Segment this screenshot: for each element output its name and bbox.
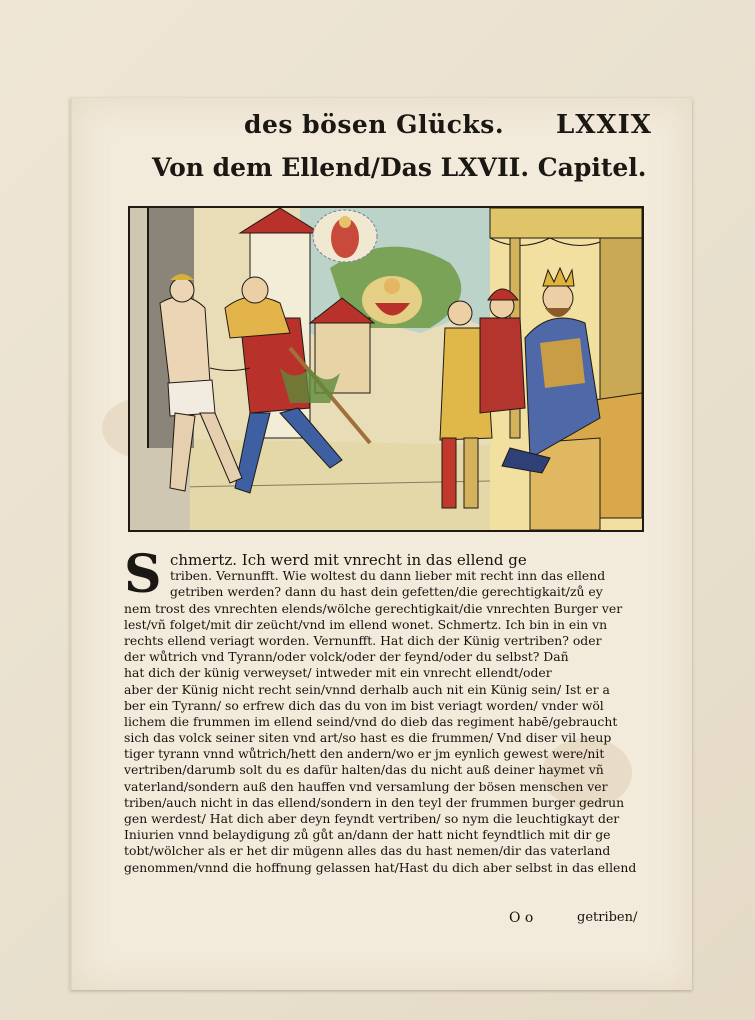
text-line: getriben werden? dann du hast dein gefetten/die gerechtigkait/zů ey xyxy=(170,584,603,600)
body-text xyxy=(124,544,644,876)
text-line: aber der Künig nicht recht sein/vnnd derhalb auch nit ein Künig sein/ Ist er a xyxy=(124,681,610,697)
text-line: der wůtrich vnd Tyrann/oder volck/oder der feynd/oder du selbst? Dañ xyxy=(124,649,569,665)
text-line: hat dich der künig verweyset/ intweder mit ein vnrecht ellendt/oder xyxy=(124,665,552,681)
text-line: triben/auch nicht in das ellend/sondern in den teyl der frummen burger gedrun xyxy=(124,794,625,810)
text-line: nem trost des vnrechten elends/wölche gerechtigkait/die vnrechten Burger ver xyxy=(124,600,623,616)
text-line: chmertz. Ich werd mit vnrecht in das ellend ge xyxy=(170,552,527,569)
text-line: vertriben/darumb solt du es dafür halten/das du nicht auß deiner haymet vñ xyxy=(124,762,604,778)
woodcut-illustration xyxy=(128,206,644,532)
catchword: getriben/ xyxy=(577,910,638,925)
text-line: rechts ellend veriagt worden. Vernunfft. Hat dich der Künig vertriben? oder xyxy=(124,632,602,648)
text-line: genommen/vnnd die hoffnung gelassen hat/Hast du dich aber selbst in das ellend xyxy=(124,859,637,875)
text-line: Iniurien vnnd belaydigung zů gůt an/dann der hatt nicht feyndtlich mit dir ge xyxy=(124,827,611,843)
text-line: tiger tyrann vnnd wůtrich/hett den andern/wo er jm eynlich gewest were/nit xyxy=(124,746,605,762)
text-line: gen werdest/ Hat dich aber deyn feyndt vertriben/ so nym die leuchtigkayt der xyxy=(124,811,620,826)
text-line: ber ein Tyrann/ so erfrew dich das du von im bist veriagt worden/ vnder wöl xyxy=(124,697,604,713)
chapter-title: Von dem Ellend/Das LXVII. Capitel. xyxy=(152,153,647,182)
text-line: lest/vñ folget/mit dir zeücht/vnd im ellend wonet. Schmertz. Ich bin in ein vn xyxy=(124,616,608,632)
running-head: des bösen Glücks. xyxy=(244,110,505,139)
text-line: tobt/wölcher als er het dir mügenn alles das du hast nemen/dir das vaterland xyxy=(124,843,611,859)
book-page xyxy=(70,98,692,990)
text-line: triben. Vernunfft. Wie woltest du dann lieber mit recht inn das ellend xyxy=(170,568,606,584)
signature-mark: O o xyxy=(509,910,534,926)
text-line: lichem die frummen im ellend seind/vnd do dieb das regiment habē/gebraucht xyxy=(124,713,618,729)
woodcut-scene xyxy=(130,208,642,530)
folio-number: LXXIX xyxy=(556,110,652,140)
decorated-initial: S xyxy=(124,544,162,605)
text-line: vaterland/sondern auß den hauffen vnd versamlung der bösen menschen ver xyxy=(124,778,608,794)
text-line: sich das volck seiner siten vnd art/so hast es die frummen/ Vnd diser vil heup xyxy=(124,730,612,746)
